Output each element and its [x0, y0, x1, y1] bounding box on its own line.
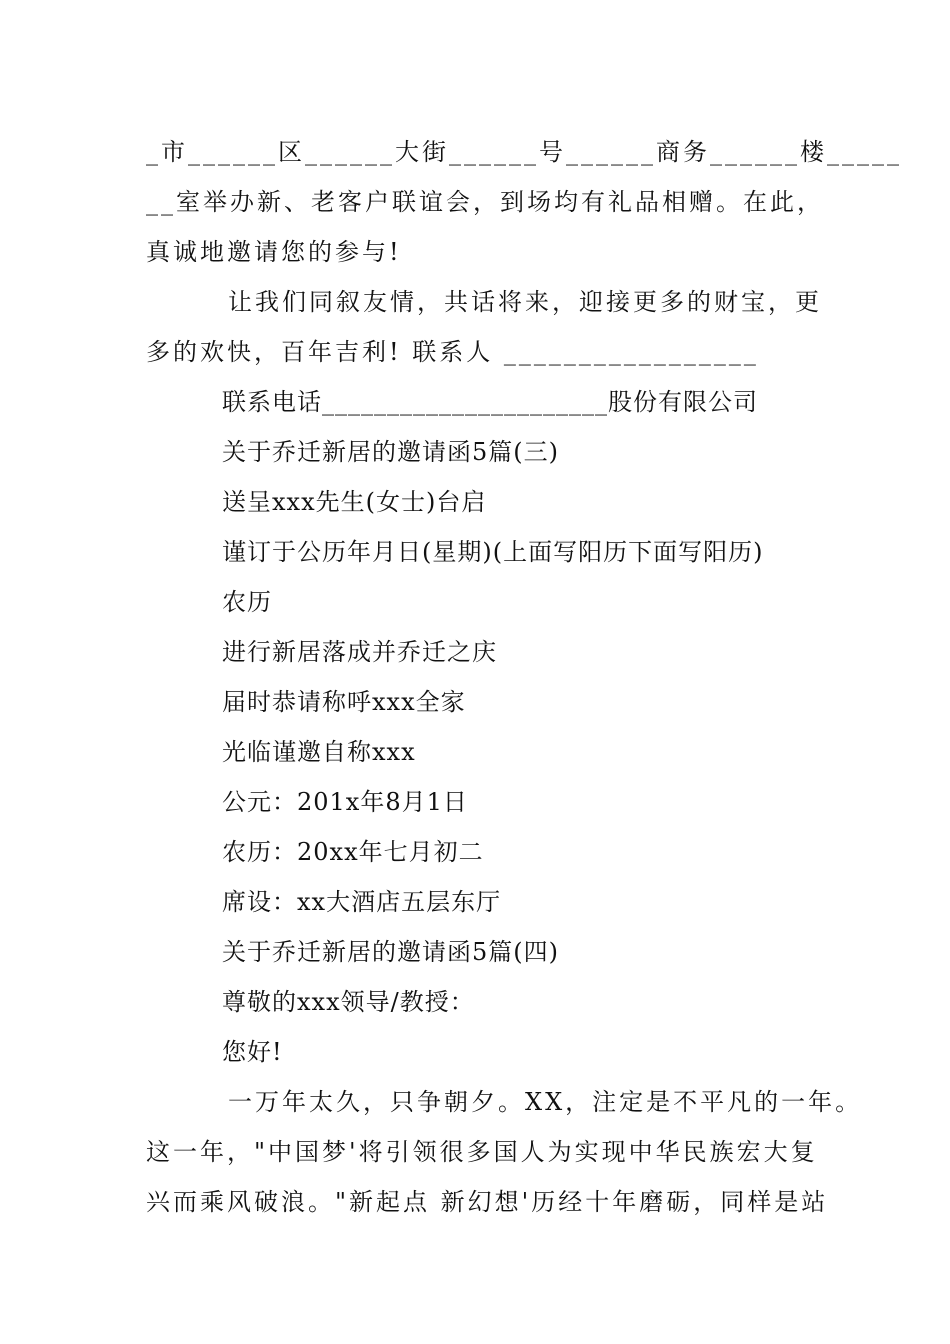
text-line: 一万年太久，只争朝夕。XX，注定是不平凡的一年。 [228, 1088, 863, 1116]
text-line-contact-phone: 联系电话______________________股份有限公司 [222, 388, 758, 416]
text-line-address: _市______区______大街______号______商务______楼_____ [146, 138, 902, 166]
text-line-venue: 席设：xx大酒店五层东厅 [222, 888, 502, 916]
text-line: 送呈xxx先生(女士)台启 [222, 488, 487, 516]
text-line: 届时恭请称呼xxx全家 [222, 688, 466, 716]
section-heading: 关于乔迁新居的邀请函5篇(四) [222, 938, 559, 966]
text-line: 兴而乘风破浪。"新起点 新幻想'历经十年磨砺，同样是站 [146, 1188, 829, 1216]
text-line: __室举办新、老客户联谊会，到场均有礼品相赠。在此， [146, 188, 824, 216]
text-line: 这一年，"中国梦'将引领很多国人为实现中华民族宏大复 [146, 1138, 818, 1166]
section-heading: 关于乔迁新居的邀请函5篇(三) [222, 438, 559, 466]
text-line-salutation: 尊敬的xxx领导/教授： [222, 988, 475, 1016]
text-line-date-lunar: 农历：20xx年七月初二 [222, 838, 484, 866]
text-line-greeting: 您好! [222, 1038, 283, 1066]
text-line: 进行新居落成并乔迁之庆 [222, 638, 497, 666]
text-line: 让我们同叙友情，共话将来，迎接更多的财宝，更 [228, 288, 822, 316]
text-line-contact-person: 多的欢快，百年吉利! 联系人 _________________ [146, 338, 759, 366]
text-line: 真诚地邀请您的参与! [146, 238, 402, 266]
text-line: 农历 [222, 588, 272, 616]
text-line: 光临谨邀自称xxx [222, 738, 416, 766]
text-line-date-gregorian: 公元：201x年8月1日 [222, 788, 468, 816]
text-line: 谨订于公历年月日(星期)(上面写阳历下面写阳历) [222, 538, 764, 566]
